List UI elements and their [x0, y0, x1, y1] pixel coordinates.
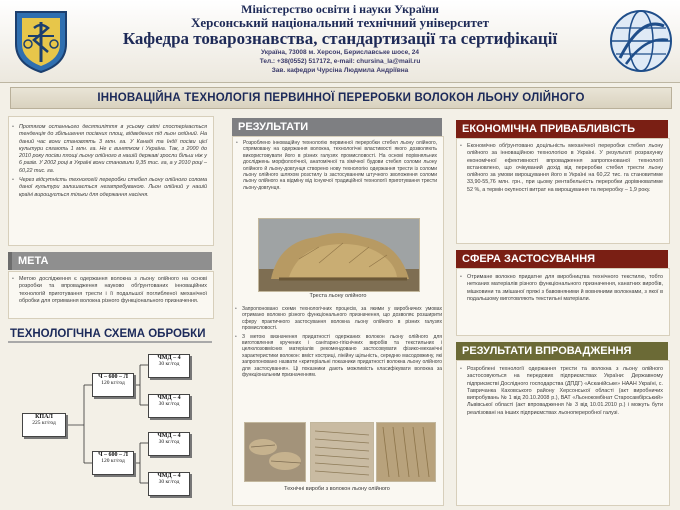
- fiber-products-caption: Технічні вироби з волокон льону олійного: [284, 486, 390, 492]
- meta-box: [8, 271, 214, 319]
- sphere-box: [456, 268, 670, 336]
- flow-node-leaf: [148, 472, 190, 496]
- implementation-list: [457, 361, 669, 417]
- head-line: Зав. кафедри Чурсіна Людмила Андріївна: [271, 67, 409, 74]
- contacts-line: Тел.: +38(0552) 517172, e-mail: chursina_la@mail.ru: [259, 58, 421, 65]
- scheme-heading: ТЕХНОЛОГІЧНА СХЕМА ОБРОБКИ: [8, 325, 212, 343]
- flow-node-rate: 30 кг/год: [158, 401, 180, 407]
- flow-node-rate: 30 кг/год: [158, 479, 180, 485]
- process-flow-diagram: [8, 345, 208, 505]
- results-bullet: • Розроблено інноваційну технологію первинної переробки стебел льону олійного, спрямовану на одержання волокна, технологічні властивості якого дозволяють використовувати його в різних галузях промисловості. На основі порівняльних досліджень морфологічної, анатомічної та хімічної будови стебел соломи льону олійного й льону-довгунця створено нову технологію одержання трести із соломи льону олійного шляхом розстилу із застосуванням штучного зволоження соломи льону олійного на відміну від існуючої традиційної технології приготування трести льону-довгунця.: [243, 140, 437, 191]
- department-line: Кафедра товарознавства, стандартизації та сертифікації: [122, 29, 558, 48]
- flax-straw-caption: Треста льону олійного: [309, 293, 367, 299]
- results-heading: РЕЗУЛЬТАТИ: [232, 118, 442, 136]
- intro-bullet: • Протягом останнього десятиліття в усьому світі спостерігається тенденція до збільшення посівних площ, відведених під льон олійний. На даний час вони становлять 3 млн. га. У Канаді та Індії посіви цієї культури сягають 1 млн. га. Не є винятком і Україна. Так, з 2000 до 2010 року посіви площі льону олійного в нашій державі зросли більш ніж у 6 разів. У 2002 році в Україні вони становили 9,35 тис. га, а у 2010 році – 60,22 тис. га.: [19, 124, 207, 175]
- meta-bullet: • Метою дослідження є одержання волокна з льону олійного на основі розробки та впровадження науково обґрунтованих інноваційних технологій приготування трести і її подальшої поглибленої механічної обробки для отримання волокна різного функціонального призначення.: [19, 276, 207, 305]
- intro-bullet: • Через відсутність технологій переробки стебел льону олійного солома даної культури залишається незатребуваною. Льон олійний у нашій країні вирощується тільки для одержання насіння.: [19, 177, 207, 199]
- address-line: Україна, 73008 м. Херсон, Бериславське шосе, 24: [260, 49, 420, 56]
- poster-title: ІННОВАЦІЙНА ТЕХНОЛОГІЯ ПЕРВИННОЇ ПЕРЕРОБКИ ВОЛОКОН ЛЬОНУ ОЛІЙНОГО: [97, 92, 585, 104]
- intro-box: [8, 116, 214, 246]
- results-list: [233, 137, 443, 191]
- flow-node-title: ЧМД – 4: [157, 395, 181, 401]
- poster-title-bar: [10, 87, 672, 109]
- flow-node-title: ЧМД – 4: [157, 473, 181, 479]
- university-line: Херсонський національний технічний університет: [190, 15, 490, 30]
- results-bullet: • Запропоновано схеми технологічних процесів, за якими у виробничих умовах отримано волокно різного функціонального призначення, що дозволяє розширити сферу практичного застосування волокна льону олійного в різних галузях промисловості.: [242, 306, 442, 332]
- globe-emblem-icon: [606, 6, 676, 76]
- flow-node-mid: [92, 451, 134, 475]
- results-bullet: • З метою визначення придатності одержаних волокон льону олійного для виготовлення кручених і санітарно-гігієнічних виробів та текстильних і целюлозовмісних матеріалів рекомендовано застосовувати фізико-механічні характеристики волокон: вміст костриці, лінійну щільність, середню масодовжину, які запропоновано назвати «критеріальні показники придатності волокна льону олійного для застосування». Ці показники дають можливість класифікувати волокна за функціональним призначенням.: [242, 334, 442, 379]
- flow-node-leaf: [148, 354, 190, 378]
- fiber-product-photo-3: [376, 422, 436, 482]
- flow-node-title: Ч – 600 – Л: [98, 452, 128, 458]
- implementation-heading: РЕЗУЛЬТАТИ ВПРОВАДЖЕННЯ: [456, 342, 668, 360]
- flow-node-root: [22, 413, 66, 437]
- sphere-bullet: • Отримане волокно придатне для виробництва технічного текстилю, тобто нетканих матеріалів різного функціонального призначення, канатних виробів, мішковини та змішаної пряжі з бавовняними й вовняними волокнами, з якої в подальшому виготовляють текстильні матеріали.: [467, 274, 663, 303]
- poster-header: [0, 0, 680, 83]
- intro-list: [9, 117, 213, 199]
- flow-node-rate: 120 кг/год: [101, 458, 125, 464]
- economic-heading: ЕКОНОМІЧНА ПРИВАБЛИВІСТЬ: [456, 120, 668, 138]
- flow-node-rate: 30 кг/год: [158, 439, 180, 445]
- sphere-list: [457, 269, 669, 303]
- economic-bullet: • Економічно обґрунтовано доцільність механічної переробки стебел льону олійного за інноваційною технологією в Україні. У результаті розрахунку економічної ефективності впровадження запропонованої технології встановлено, що очікуваний дохід від переробки стебел трести льону олійного за умови вирощування його в Україні на 60,22 тис. га становитиме 33,90-55,76 млн. грн., при цьому рентабельність переробки дорівнюватиме 52 %, а термін окупності витрат на вирощування та переробку – 1,9 року.: [467, 143, 663, 194]
- university-crest-icon: [6, 6, 76, 76]
- flow-node-rate: 225 кг/год: [32, 420, 56, 426]
- flow-node-rate: 30 кг/год: [158, 361, 180, 367]
- results-list-2: [232, 306, 448, 380]
- sphere-heading: СФЕРА ЗАСТОСУВАННЯ: [456, 250, 668, 268]
- flow-node-mid: [92, 373, 134, 397]
- flow-node-title: ЧМД – 4: [157, 433, 181, 439]
- meta-list: [9, 272, 213, 305]
- flow-node-leaf: [148, 432, 190, 456]
- fiber-product-photo-2: [310, 422, 374, 482]
- economic-box: [456, 138, 670, 244]
- flow-node-title: ЧМД – 4: [157, 355, 181, 361]
- flow-node-title: КПАЛ: [35, 414, 53, 420]
- economic-list: [457, 139, 669, 194]
- ministry-line: Міністерство освіти і науки України: [241, 2, 439, 16]
- fiber-product-photo-1: [244, 422, 306, 482]
- flow-node-leaf: [148, 394, 190, 418]
- meta-heading: МЕТА: [8, 252, 212, 270]
- flow-node-title: Ч – 600 – Л: [98, 374, 128, 380]
- implementation-box: [456, 360, 670, 506]
- flax-straw-photo: [258, 218, 420, 292]
- flow-node-rate: 120 кг/год: [101, 380, 125, 386]
- implementation-bullet: • Розроблені технології одержання трести та волокна з льону олійного застосовуються на передових підприємствах України: Державному підприємстві Дослідного господарства (ДПДГ) «Асканійське» НААН Україні, с. Тавричанка Каховського району Херсонської області (акт виробничих випробувань № 1 від 20.10.2008 р.), ВАТ «Льонокомбінат Старосамбірський» Львівської області (акт впровадження № 3 від 10.01.2010 р.) і можуть бути реалізовані на інших підприємствах льонопереробної галузі.: [467, 366, 663, 417]
